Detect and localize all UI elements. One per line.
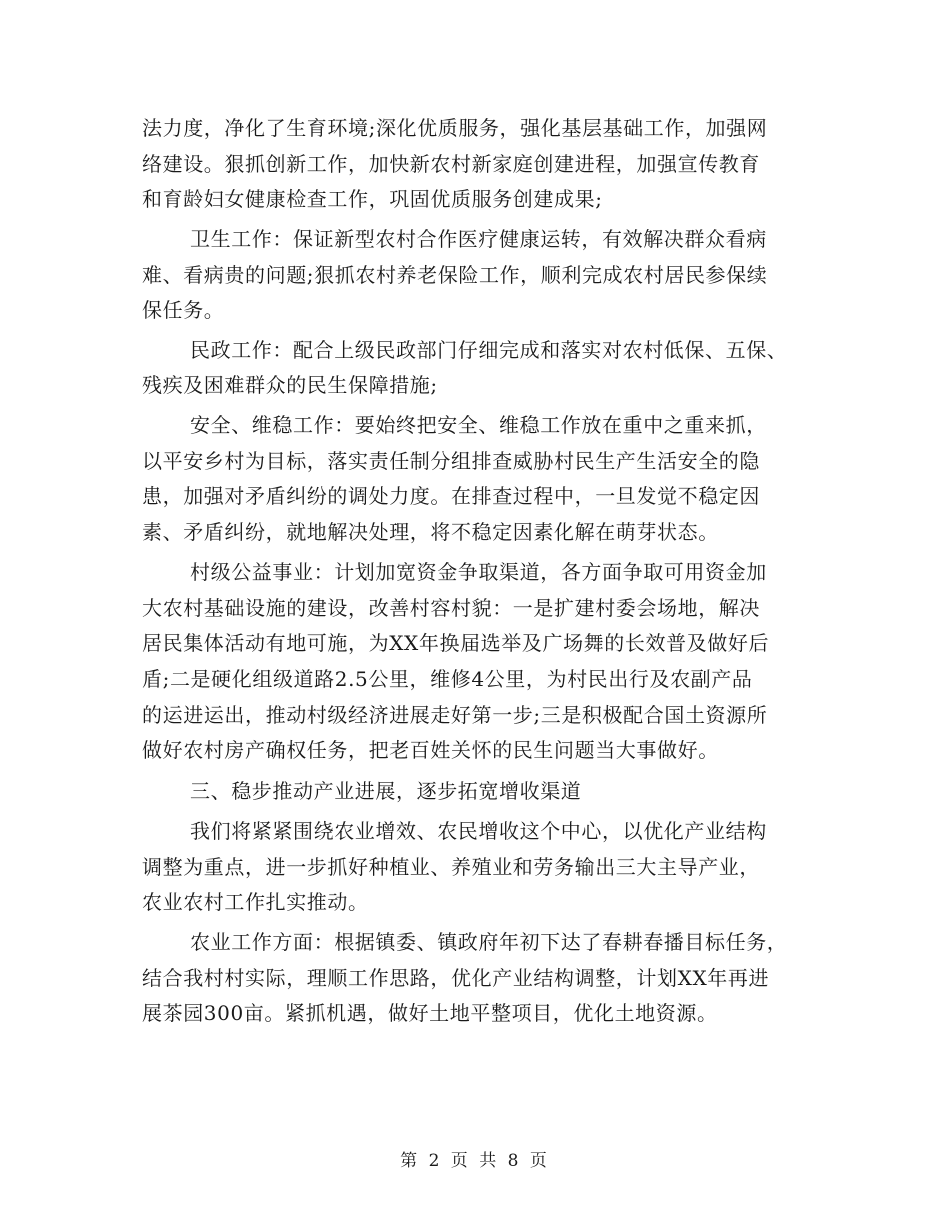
text-line: 大农村基础设施的建设，改善村容村貌：一是扩建村委会场地，解决 — [142, 596, 760, 620]
text-line: 村级公益事业：计划加宽资金争取渠道，各方面争取可用资金加 — [190, 560, 767, 584]
text-line: 素、矛盾纠纷，就地解决处理，将不稳定因素化解在萌芽状态。 — [142, 520, 719, 544]
section-heading: 三、稳步推动产业进展，逐步拓宽增收渠道 — [190, 779, 582, 803]
text-line: 难、看病贵的问题;狠抓农村养老保险工作，顺利完成农村居民参保续 — [142, 263, 768, 287]
text-line: 以平安乡村为目标，落实责任制分组排查威胁村民生产生活安全的隐 — [142, 449, 760, 473]
text-line: 络建设。狠抓创新工作，加快新农村新家庭创建进程，加强宣传教育 — [142, 152, 760, 176]
text-line: 法力度，净化了生育环境;深化优质服务，强化基层基础工作，加强网 — [142, 116, 768, 140]
text-line: 和育龄妇女健康检查工作，巩固优质服务创建成果; — [142, 187, 603, 211]
text-line: 居民集体活动有地可施，为XX年换届选举及广场舞的长效普及做好后 — [142, 631, 770, 655]
text-line: 我们将紧紧围绕农业增效、农民增收这个中心，以优化产业结构 — [190, 819, 767, 843]
text-line: 展茶园300亩。紧抓机遇，做好土地平整项目，优化土地资源。 — [142, 1001, 718, 1025]
text-line: 民政工作：配合上级民政部门仔细完成和落实对农村低保、五保、 — [190, 338, 788, 362]
text-line: 盾;二是硬化组级道路2.5公里，维修4公里，为村民出行及农副产品 — [142, 667, 753, 691]
page-number: 第 2 页 共 8 页 — [400, 1151, 550, 1171]
text-line: 安全、维稳工作：要始终把安全、维稳工作放在重中之重来抓， — [190, 413, 767, 437]
text-line: 卫生工作：保证新型农村合作医疗健康运转，有效解决群众看病 — [190, 227, 767, 251]
text-line: 调整为重点，进一步抓好种植业、养殖业和劳务输出三大主导产业， — [142, 855, 760, 879]
text-line: 农业工作方面：根据镇委、镇政府年初下达了春耕春播目标任务， — [190, 930, 788, 954]
text-line: 残疾及困难群众的民生保障措施; — [142, 373, 438, 397]
text-line: 农业农村工作扎实推动。 — [142, 890, 369, 914]
text-line: 患，加强对矛盾纠纷的调处力度。在排查过程中，一旦发觉不稳定因 — [142, 484, 760, 508]
text-line: 保任务。 — [142, 298, 225, 322]
text-line: 结合我村村实际，理顺工作思路，优化产业结构调整，计划XX年再进 — [142, 966, 770, 990]
text-line: 的运进运出，推动村级经济进展走好第一步;三是积极配合国土资源所 — [142, 703, 768, 727]
text-line: 做好农村房产确权任务，把老百姓关怀的民生问题当大事做好。 — [142, 738, 719, 762]
